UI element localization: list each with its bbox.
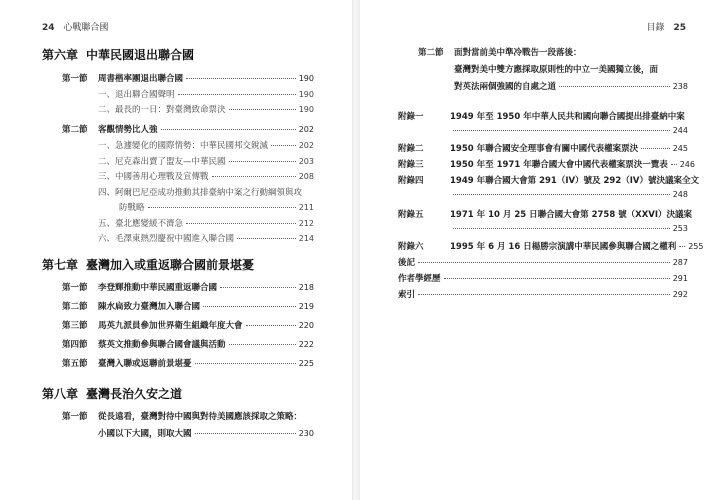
toc-entry[interactable]: 第四節 蔡英文推動參與聯合國會議與活動 222 <box>62 340 314 350</box>
toc-entry[interactable]: 三、中國善用心理戰及宣傳戰 208 <box>98 172 314 182</box>
leader-dots <box>148 207 296 208</box>
leader-dots <box>220 287 296 288</box>
toc-entry-line2[interactable]: 小國以下大國，則取大國 230 <box>98 429 314 439</box>
toc-entry-line3[interactable]: 對英法兩個強國的自處之道 238 <box>454 82 688 92</box>
appendix-entry[interactable]: 附錄二 1950 年聯合國安全理事會有關中國代表權案票決 245 <box>398 144 688 154</box>
page-ref: 287 <box>672 258 688 267</box>
leader-dots <box>178 94 296 95</box>
left-page <box>0 0 352 500</box>
page-ref: 255 <box>688 242 704 251</box>
page-ref: 225 <box>298 359 314 368</box>
leader-dots <box>453 130 670 131</box>
page-ref: 219 <box>298 302 314 311</box>
leader-dots <box>203 306 296 307</box>
toc-entry[interactable]: 一、退出聯合國聲明 190 <box>98 90 314 100</box>
page-ref: 202 <box>298 141 314 150</box>
leader-dots <box>271 145 296 146</box>
toc-entry[interactable]: 第三節 馬英九派員參加世界衛生組織年度大會 220 <box>62 321 314 331</box>
appendix-entry-line1[interactable]: 附錄四 1949 年聯合國大會第 291（IV）號及 292（IV）號決議案全文 <box>398 176 700 186</box>
leader-dots <box>418 294 670 295</box>
toc-entry-line2[interactable]: 臺灣對美中雙方應採取原則性的中立一美國獨立後，面 <box>454 65 659 75</box>
leader-dots <box>641 148 670 149</box>
page-ref: 230 <box>298 429 314 438</box>
page-ref: 212 <box>298 219 314 228</box>
chapter-heading: 第六章 中華民國退出聯合國 <box>42 48 195 62</box>
page-ref: 292 <box>672 290 688 299</box>
leader-dots <box>186 223 296 224</box>
toc-entry[interactable]: 第一節 周書楷率團退出聯合國 190 <box>62 74 314 84</box>
leader-dots <box>186 78 296 79</box>
left-page-number: 24 <box>42 23 55 33</box>
leader-dots <box>237 238 296 239</box>
page-ref: 238 <box>672 82 688 91</box>
backmatter-entry[interactable]: 後記 287 <box>398 258 688 268</box>
leader-dots <box>195 433 296 434</box>
toc-entry-line1[interactable]: 四、阿爾巴尼亞成功推動其排臺納中案之行動綱領與攻 <box>98 188 303 198</box>
appendix-entry-line2[interactable] <box>450 190 688 199</box>
leader-dots <box>195 363 296 364</box>
left-page-header <box>42 20 108 33</box>
appendix-entry[interactable]: 附錄六 1995 年 6 月 16 日楊勝宗演講中華民國參與聯合國之權利 255 <box>398 242 704 252</box>
book-gutter <box>352 0 360 500</box>
toc-entry[interactable]: 第二節 陳水扁致力臺灣加入聯合國 219 <box>62 302 314 312</box>
leader-dots <box>212 176 296 177</box>
leader-dots <box>453 228 670 229</box>
backmatter-entry[interactable]: 索引 292 <box>398 290 688 300</box>
leader-dots <box>229 109 296 110</box>
toc-entry[interactable]: 六、毛澤東熱烈慶祝中國進入聯合國 214 <box>98 234 314 244</box>
left-running-head: 心戰聯合國 <box>63 23 109 33</box>
leader-dots <box>246 325 296 326</box>
leader-dots <box>453 194 670 195</box>
leader-dots <box>671 164 677 165</box>
page-ref: 246 <box>679 160 695 169</box>
leader-dots <box>559 86 670 87</box>
toc-entry-line2[interactable]: 防戰略 211 <box>119 203 314 213</box>
page-ref: 190 <box>298 105 314 114</box>
leader-dots <box>444 278 670 279</box>
leader-dots <box>161 129 296 130</box>
chapter-heading: 第七章 臺灣加入或重返聯合國前景堪憂 <box>42 258 255 272</box>
toc-entry-line1[interactable]: 第一節 從長遠看，臺灣對待中國與對待美國應該採取之策略： <box>62 412 303 422</box>
page-ref: 190 <box>298 90 314 99</box>
page-ref: 208 <box>298 172 314 181</box>
toc-entry[interactable]: 第一節 李登輝推動中華民國重返聯合國 218 <box>62 283 314 293</box>
toc-entry[interactable]: 一、急遽變化的國際情勢：中華民國邦交銳減 202 <box>98 141 314 151</box>
toc-entry[interactable]: 二、尼克森出賣了盟友—中華民國 203 <box>98 157 314 167</box>
page-ref: 218 <box>298 283 314 292</box>
page-ref: 248 <box>672 190 688 199</box>
page-ref: 190 <box>298 74 314 83</box>
page-ref: 291 <box>672 274 688 283</box>
toc-entry-line1[interactable]: 第二節 面對當前美中準冷戰告一段落後： <box>418 48 582 58</box>
page-ref: 245 <box>672 144 688 153</box>
page-ref: 214 <box>298 234 314 243</box>
toc-entry[interactable]: 二、最長的一日：對臺灣致命票決 190 <box>98 105 314 115</box>
appendix-entry[interactable]: 附錄三 1950 年至 1971 年聯合國大會中國代表權案票決一覽表 246 <box>398 160 695 170</box>
leader-dots <box>418 262 670 263</box>
backmatter-entry[interactable]: 作者學經歷 291 <box>398 274 688 284</box>
toc-entry[interactable]: 第五節 臺灣入聯或返聯前景堪憂 225 <box>62 359 314 369</box>
toc-entry[interactable]: 第二節 客觀情勢比人強 202 <box>62 125 314 135</box>
chapter-heading: 第八章 臺灣長治久安之道 <box>42 387 183 401</box>
page-ref: 202 <box>298 125 314 134</box>
right-page-header <box>647 20 686 33</box>
right-page <box>360 0 720 500</box>
right-page-number: 25 <box>673 23 686 33</box>
page-ref: 253 <box>672 224 688 233</box>
page-ref: 220 <box>298 321 314 330</box>
page-ref: 222 <box>298 340 314 349</box>
appendix-entry-line2[interactable] <box>450 126 688 135</box>
page-ref: 211 <box>298 203 314 212</box>
page-ref: 203 <box>298 157 314 166</box>
appendix-entry-line2[interactable] <box>450 224 688 233</box>
appendix-entry-line1[interactable]: 附錄一 1949 年至 1950 年中華人民共和國向聯合國提出排臺納中案 <box>398 112 685 122</box>
appendix-entry-line1[interactable]: 附錄五 1971 年 10 月 25 日聯合國大會第 2758 號（XXVI）決議案 <box>398 210 693 220</box>
page-ref: 244 <box>672 126 688 135</box>
leader-dots <box>679 246 685 247</box>
right-running-head: 目錄 <box>646 23 665 33</box>
leader-dots <box>229 161 296 162</box>
leader-dots <box>229 344 296 345</box>
toc-entry[interactable]: 五、臺北應變緩不濟急 212 <box>98 219 314 229</box>
